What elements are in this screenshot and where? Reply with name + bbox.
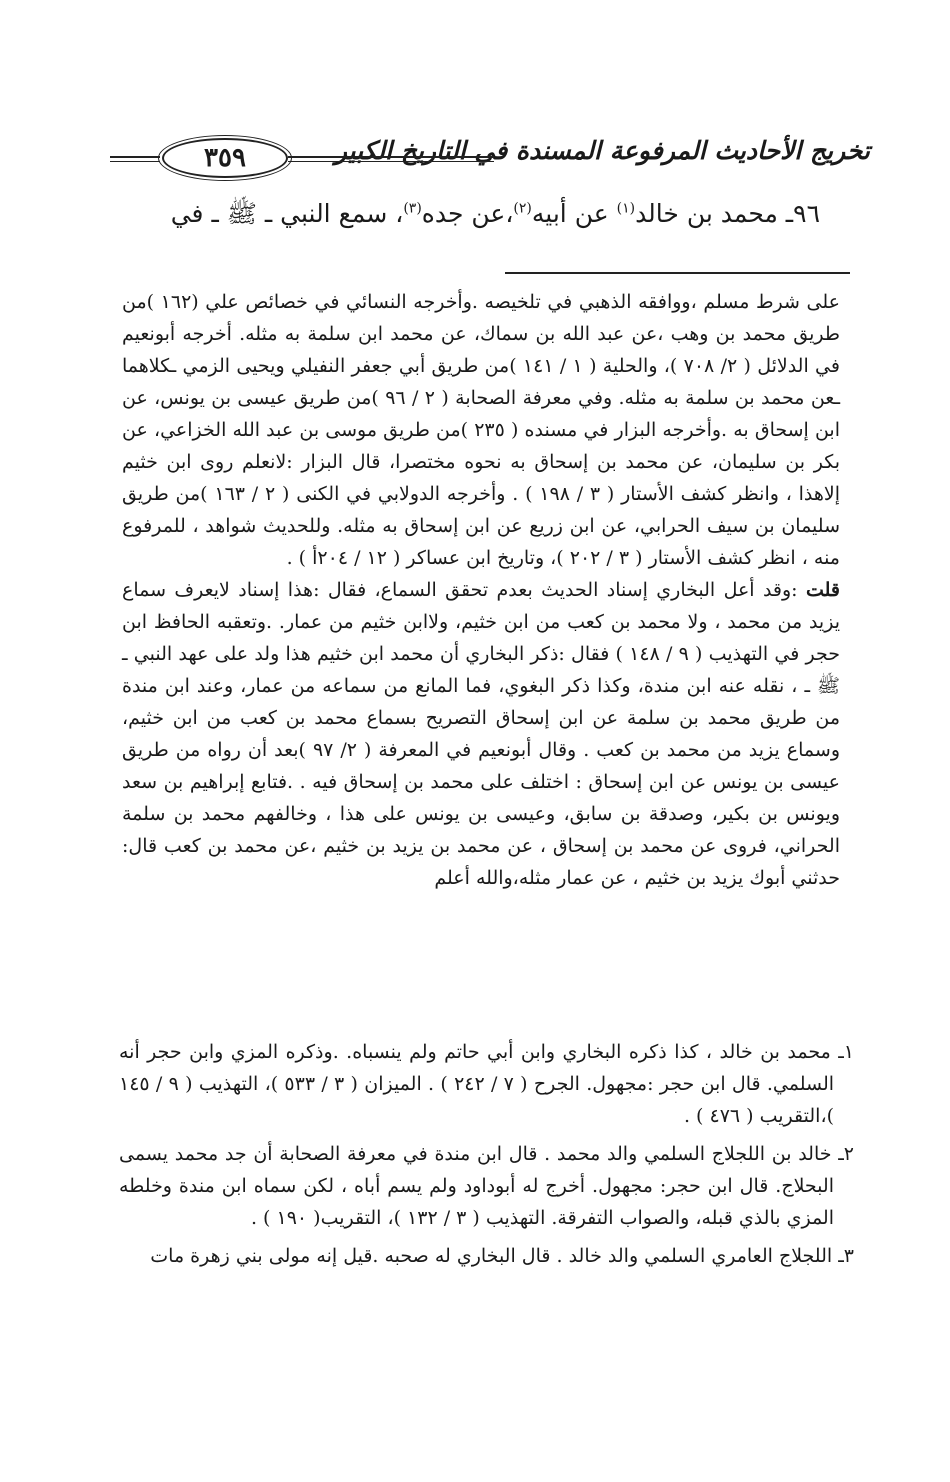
footnote-ref-1[interactable]: (١) [616, 200, 636, 217]
qultu-label: قلت [805, 579, 840, 601]
commentary-text [122, 286, 840, 894]
entry-an-jaddihi: ،عن جده [421, 199, 514, 228]
footnote-separator [505, 272, 850, 274]
entry-number-name: ٩٦ـ محمد بن خالد [635, 199, 820, 228]
header-rule [288, 156, 494, 162]
hadith-entry-heading [100, 198, 820, 235]
book-title: تخريج الأحاديث المرفوعة المسندة في التاريخ الكبير [334, 136, 870, 165]
footnote-ref-3[interactable]: (٣) [403, 200, 422, 217]
page-number: ٣٥٩ [204, 143, 246, 173]
header-rule-left [110, 156, 160, 162]
footnote-3: ٣ـ اللجلاج العامري السلمي والد خالد . قال البخاري له صحبه .قيل إنه مولى بني زهرة مات [150, 1245, 854, 1267]
commentary-paragraph-2 [122, 574, 840, 894]
commentary-paragraph-1: على شرط مسلم ،ووافقه الذهبي في تلخيصه .وأخرجه النسائي في خصائص علي (١٦٢ )من طريق محمد بن وهب ،عن عبد الله بن سماك، عن محمد ابن سلمة به مثله. أخرجه أبونعيم في الدلائل ( ٢/ ٧٠٨ )، والحلية ( ١ / ١٤١ )من طريق أبي جعفر النفيلي ويحيى الزمي ـكلاهما ـعن محمد بن سلمة به مثله. وفي معرفة الصحابة ( ٢ / ٩٦ )من طريق عيسى بن يونس، عن ابن إسحاق به .وأخرجه البزار في مسنده ( ٢٣٥ )من طريق موسى بن عبد الله الخزاعي، عن بكر بن سليمان، عن محمد بن إسحاق به نحوه مختصرا، قال البزار :لانعلم روى ابن خثيم إلاهذا ، وانظر كشف الأستار ( ٣ / ١٩٨ ) . وأخرجه الدولابي في الكنى ( ٢ / ١٦٣ )من طريق سليمان بن سيف الحرابي، عن ابن زريع عن ابن إسحاق به مثله. وللحديث شواهد ، للمرفوع منه ، انظر كشف الأستار ( ٣ / ٢٠٢ )، وتاريخ ابن عساكر ( ١٢ / ٢٠٤أ ) . [122, 291, 841, 569]
running-header [110, 132, 870, 184]
entry-an-abihi: عن أبيه [531, 199, 617, 228]
page-number-frame [162, 138, 288, 178]
footnotes [119, 1036, 854, 1278]
commentary-paragraph-2-text: :وقد أعل البخاري إسناد الحديث بعدم تحقق السماع، فقال :هذا إسناد لايعرف سماع يزيد من محمد ، ولا محمد بن كعب من ابن خثيم، ولاابن خثيم من عمار. .وتعقبه الحافظ ابن حجر في التهذيب ( ٩ / ١٤٨ ) فقال :ذكر البخاري أن محمد ابن خثيم هذا ولد على عهد النبي ـ ﷺ ـ ، نقله عنه ابن مندة، وكذا ذكر البغوي، فما المانع من سماعه من عمار، وعند ابن مندة من طريق محمد بن سلمة عن ابن إسحاق التصريح بسماع محمد بن كعب من ابن خثيم، وسماع يزيد من محمد بن كعب . وقال أبونعيم في المعرفة ( ٢/ ٩٧ )بعد أن رواه من طريق عيسى بن يونس عن ابن إسحاق : اختلف على محمد بن إسحاق فيه . .فتابع إبراهيم بن سعد ويونس بن بكير، وصدقة بن سابق، وعيسى بن يونس على هذا ، وخالفهم محمد بن سلمة الحراني، فروى عن محمد بن إسحاق ، عن محمد بن يزيد بن خثيم ،عن محمد بن كعب قال: حدثني أبوك يزيد بن خثيم ، عن عمار مثله،والله أعلم [122, 579, 841, 889]
entry-rest: ، سمع النبي ـ ﷺ ـ في [170, 199, 404, 228]
footnote-1: ١ـ محمد بن خالد ، كذا ذكره البخاري وابن أبي حاتم ولم ينسباه. .وذكره المزي وابن حجر أنه السلمي. قال ابن حجر :مجهول. الجرح ( ٧ / ٢٤٢ ) . الميزان ( ٣ / ٥٣٣ )، التهذيب ( ٩ / ١٤٥ )،التقريب ( ٤٧٦ ) . [119, 1041, 854, 1127]
footnote-ref-2[interactable]: (٢) [513, 200, 532, 217]
footnote-2: ٢ـ خالد بن اللجلاج السلمي والد محمد . قال ابن مندة في معرفة الصحابة أن جد محمد يسمى البحلاج. قال ابن حجر: مجهول. أخرج له أبوداود ولم يسم أباه ، لكن سماه ابن مندة وخلطه المزي بالذي قبله، والصواب التفرقة. التهذيب ( ٣ / ١٣٢ )، التقريب( ١٩٠ ) . [119, 1143, 854, 1229]
